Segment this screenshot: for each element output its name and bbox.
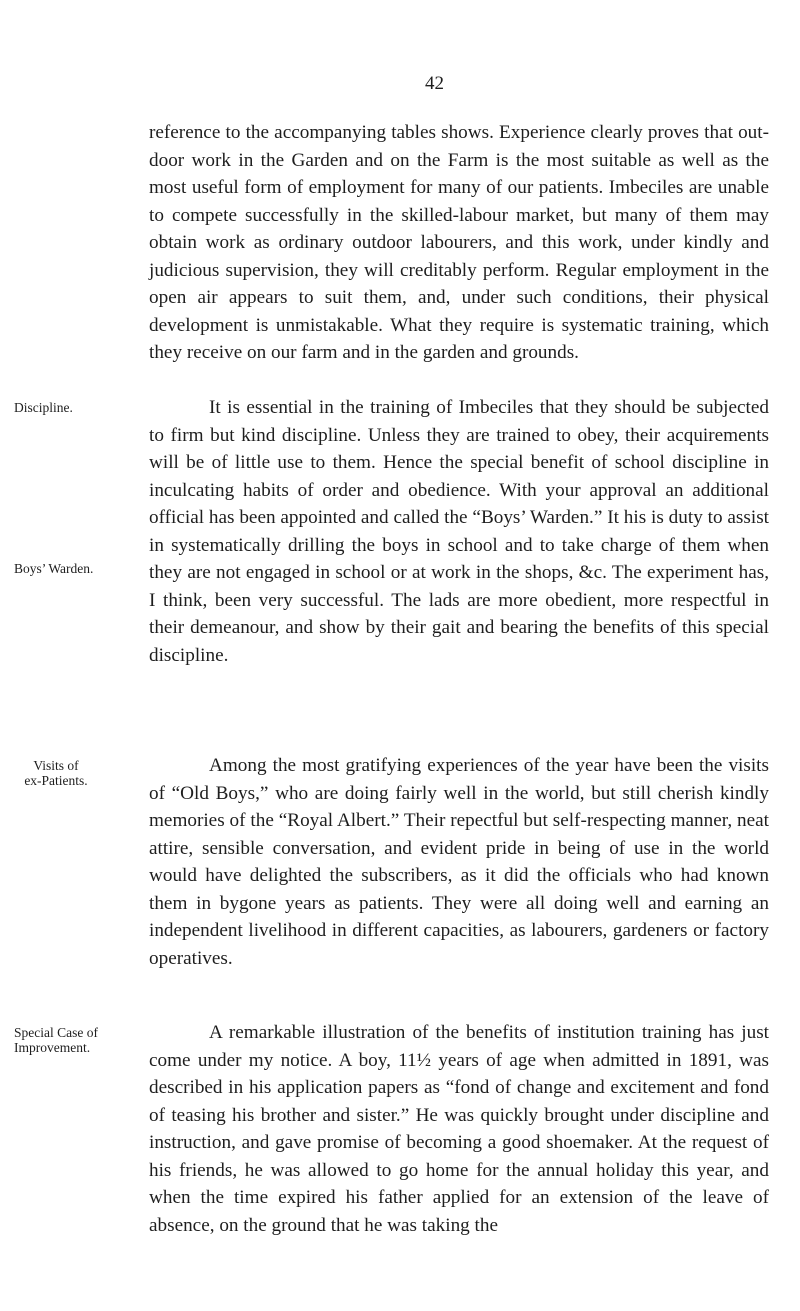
margin-note-visits-line1: Visits of: [33, 758, 79, 773]
margin-note-visits-line2: ex-Patients.: [24, 773, 88, 788]
margin-note-discipline: Discipline.: [14, 400, 73, 415]
paragraph-discipline: It is essential in the training of Imbeciles that they should be subjected to firm but kind discipline. Unless they are trained to obey, their acquirements will be of little use to them. Hence the special benefit of school discipline in inculcating habits of order and obedience. With your approval an additional official has been appointed and called the “Boys’ Warden.” It his is duty to assist in systematically drilling the boys in school and to take charge of them when they are not engaged in school or at work in the shops, &c. The experiment has, I think, been very successful. The lads are more obedient, more respectful in their demeanour, and show by their gait and bearing the benefits of this special discipline.: [149, 397, 769, 666]
paragraph-visits: Among the most gratifying experiences of the year have been the visits of “Old Boys,” who are doing fairly well in the world, but still cherish kindly memories of the “Royal Albert.” Their repectful but self-respecting manner, neat attire, sensible conversation, and evident pride in being of use in the world would have delighted the subscribers, as it did the officials who had known them in bygone years as patients. They were all doing well and earning an independent livelihood in different capacities, as labourers, gardeners or factory operatives.: [149, 755, 769, 969]
margin-note-boys-warden: Boys’ Warden.: [14, 561, 94, 576]
margin-note-special-case: [14, 1025, 144, 1055]
page-number: 42: [425, 73, 444, 94]
margin-note-special-line2: Improvement.: [14, 1040, 91, 1055]
paragraph-special-case: A remarkable illustration of the benefits of institution training has just come under my notice. A boy, 11½ years of age when admitted in 1891, was described in his application papers as “fond of change and excitement and fond of teasing his brother and sister.” He was quickly brought under discipline and instruction, and gave promise of becoming a good shoemaker. At the request of his friends, he was allowed to go home for the annual holiday this year, and when the time expired his father applied for an extension of the leave of absence, on the ground that he was taking the: [149, 1022, 769, 1236]
margin-note-special-line1: Special Case of: [14, 1025, 98, 1040]
margin-note-visits: [14, 758, 98, 788]
paragraph-employment: reference to the accompanying tables shows. Experience clearly proves that out-door work in the Garden and on the Farm is the most suitable as well as the most useful form of employment for many of our patients. Imbeciles are unable to compete successfully in the skilled-labour market, but many of them may obtain work as ordinary outdoor labourers, and this work, under kindly and judicious supervision, they will creditably perform. Regular employment in the open air appears to suit them, and, under such conditions, their physical development is unmistakable. What they require is systematic training, which they receive on our farm and in the garden and grounds.: [149, 122, 769, 363]
